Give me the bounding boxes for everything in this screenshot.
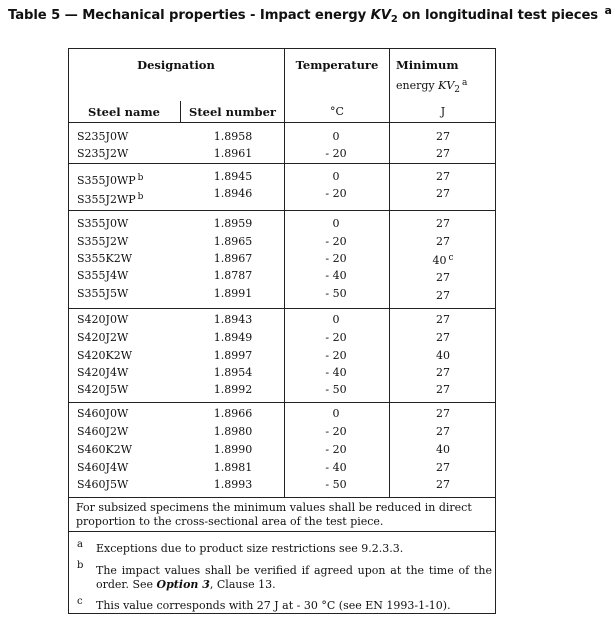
cell-steel-number: 1.8958 — [213, 130, 253, 143]
cell-steel-number: 1.8991 — [213, 287, 253, 300]
header-energy-label: energy — [396, 79, 439, 92]
energy-text: 40 — [432, 254, 447, 267]
cell-steel-name: S460J0W — [77, 407, 129, 420]
cell-steel-number: 1.8945 — [213, 170, 253, 183]
header-designation: Designation — [137, 58, 215, 72]
cell-energy: 27 — [436, 425, 450, 438]
cell-temperature: - 20 — [325, 443, 347, 456]
cell-temperature: - 40 — [325, 366, 347, 379]
title-sub: 2 — [390, 14, 398, 25]
cell-steel-number: 1.8946 — [213, 187, 253, 200]
cell-temperature: - 40 — [325, 269, 347, 282]
cell-energy: 27 — [436, 366, 450, 379]
cell-energy: 27 — [436, 383, 450, 396]
steel-name-text: S355J0WP — [77, 174, 136, 187]
footnote-b-text-2: , Clause 13. — [209, 578, 276, 591]
cell-temperature: 0 — [332, 217, 340, 230]
cell-energy: 27 — [436, 170, 450, 183]
cell-energy: 27 — [436, 407, 450, 420]
cell-steel-number: 1.8967 — [213, 252, 253, 265]
cell-temperature: 0 — [332, 170, 340, 183]
header-energy-var: KV — [438, 79, 455, 92]
cell-energy: 27 — [436, 478, 450, 491]
cell-steel-name: S355J0W — [77, 217, 129, 230]
cell-steel-name: S460J5W — [77, 478, 129, 491]
cell-steel-name: S235J2W — [77, 147, 129, 160]
footnote-c-text: This value corresponds with 27 J at - 30 °C (see EN 1993-1-10). — [96, 599, 451, 612]
title-var: KV — [370, 8, 391, 23]
cell-energy: 27 — [436, 331, 450, 344]
cell-steel-number: 1.8981 — [213, 461, 253, 474]
cell-steel-number: 1.8966 — [213, 407, 253, 420]
footnote-b-text — [96, 564, 492, 592]
cell-steel-number: 1.8961 — [213, 147, 253, 160]
cell-temperature: 0 — [332, 130, 340, 143]
footnote-mark: b — [137, 192, 144, 202]
steel-name-text: S355J2WP — [77, 193, 136, 206]
cell-steel-number: 1.8943 — [213, 313, 253, 326]
divider-group-4 — [68, 402, 496, 403]
footnote-b-text-1: The impact values shall be verified if agreed upon at the time of the order. See — [96, 564, 492, 591]
cell-temperature: - 20 — [325, 252, 347, 265]
cell-steel-name: S235J0W — [77, 130, 129, 143]
header-steel-number: Steel number — [189, 105, 276, 119]
footnote-mark: c — [448, 253, 454, 263]
cell-steel-name — [77, 193, 143, 206]
cell-steel-number: 1.8965 — [213, 235, 253, 248]
table-note: For subsized specimens the minimum values shall be reduced in direct proportion to the cross-sectional area of the test piece. — [76, 501, 472, 528]
cell-steel-name: S460K2W — [77, 443, 133, 456]
footnote-b-mark: b — [77, 560, 84, 571]
cell-steel-name: S355K2W — [77, 252, 133, 265]
cell-steel-name: S420K2W — [77, 349, 133, 362]
cell-temperature: - 20 — [325, 187, 347, 200]
cell-energy: 27 — [436, 187, 450, 200]
header-temperature: Temperature — [295, 58, 379, 72]
cell-temperature: - 40 — [325, 461, 347, 474]
cell-steel-number: 1.8787 — [213, 269, 253, 282]
header-energy-footnote: a — [462, 78, 468, 88]
cell-energy: 27 — [436, 130, 450, 143]
header-energy-unit: J — [440, 105, 446, 118]
cell-steel-name: S355J5W — [77, 287, 129, 300]
cell-energy — [390, 254, 496, 267]
cell-steel-name: S420J2W — [77, 331, 129, 344]
divider-note-end — [68, 531, 496, 532]
cell-steel-number: 1.8980 — [213, 425, 253, 438]
cell-steel-number: 1.8990 — [213, 443, 253, 456]
cell-energy: 40 — [436, 443, 450, 456]
cell-steel-number: 1.8997 — [213, 349, 253, 362]
cell-steel-name: S355J4W — [77, 269, 129, 282]
header-minimum: Minimum — [396, 58, 459, 72]
cell-temperature: - 50 — [325, 287, 347, 300]
cell-energy: 27 — [436, 313, 450, 326]
cell-energy: 27 — [436, 235, 450, 248]
cell-energy: 27 — [436, 271, 450, 284]
cell-energy: 27 — [436, 289, 450, 302]
footnote-b-option: Option 3 — [156, 578, 210, 591]
cell-steel-name: S420J4W — [77, 366, 129, 379]
cell-steel-name: S460J2W — [77, 425, 129, 438]
table-title — [8, 4, 612, 25]
title-text: Table 5 — Mechanical properties - Impact energy — [8, 8, 371, 23]
cell-energy: 40 — [436, 349, 450, 362]
cell-steel-name — [77, 174, 143, 187]
header-energy-sub: 2 — [454, 85, 461, 95]
divider-group-2 — [68, 210, 496, 211]
cell-temperature: 0 — [332, 313, 340, 326]
footnote-a-text: Exceptions due to product size restrictions see 9.2.3.3. — [96, 542, 404, 555]
footnote-c-mark: c — [77, 596, 83, 607]
cell-steel-name: S460J4W — [77, 461, 129, 474]
cell-steel-number: 1.8954 — [213, 366, 253, 379]
cell-temperature: - 20 — [325, 147, 347, 160]
cell-temperature: - 20 — [325, 425, 347, 438]
cell-energy: 27 — [436, 461, 450, 474]
header-energy — [396, 78, 468, 95]
divider-body-end — [68, 497, 496, 498]
title-footnote-mark: a — [604, 4, 612, 17]
cell-steel-number: 1.8992 — [213, 383, 253, 396]
cell-steel-number: 1.8993 — [213, 478, 253, 491]
cell-temperature: - 50 — [325, 478, 347, 491]
header-temp-unit: °C — [330, 105, 344, 118]
cell-temperature: - 20 — [325, 235, 347, 248]
cell-temperature: - 20 — [325, 331, 347, 344]
footnote-mark: b — [137, 173, 144, 183]
divider-header — [68, 122, 496, 123]
cell-steel-name: S420J5W — [77, 383, 129, 396]
divider-group-3 — [68, 308, 496, 309]
divider-group-1 — [68, 163, 496, 164]
title-suffix: on longitudinal test pieces — [397, 8, 603, 23]
cell-temperature: - 20 — [325, 349, 347, 362]
cell-steel-name: S355J2W — [77, 235, 129, 248]
cell-steel-number: 1.8959 — [213, 217, 253, 230]
cell-temperature: - 50 — [325, 383, 347, 396]
cell-steel-number: 1.8949 — [213, 331, 253, 344]
cell-energy: 27 — [436, 147, 450, 160]
header-steel-name: Steel name — [88, 105, 160, 119]
cell-temperature: 0 — [332, 407, 340, 420]
cell-energy: 27 — [436, 217, 450, 230]
footnote-a-mark: a — [77, 539, 83, 550]
cell-steel-name: S420J0W — [77, 313, 129, 326]
